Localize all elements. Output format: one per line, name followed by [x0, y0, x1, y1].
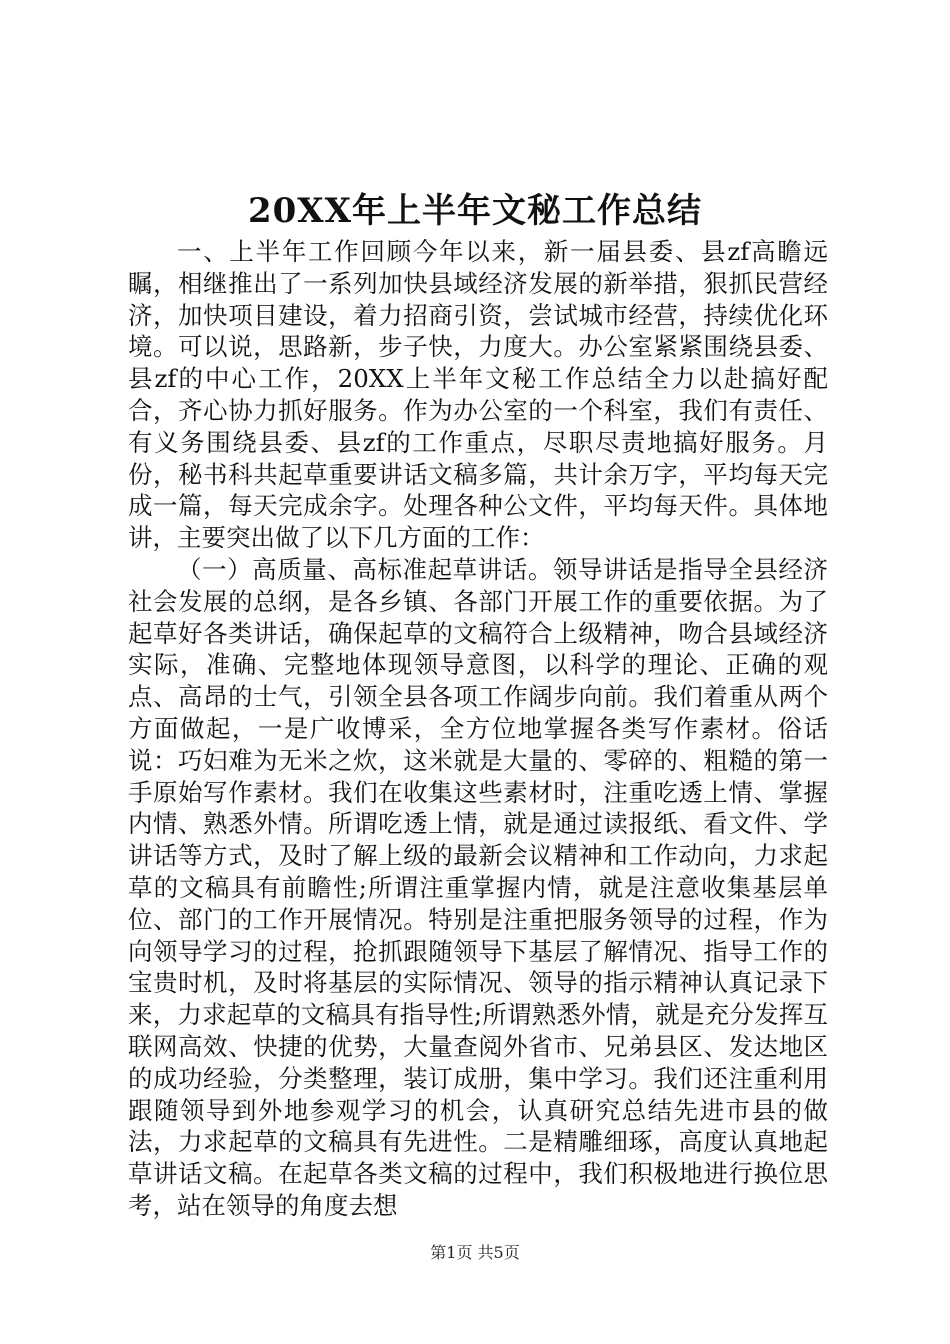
body-paragraph-2: （一）高质量、高标准起草讲话。领导讲话是指导全县经济社会发展的总纲，是各乡镇、各部门开展工作的重要依据。为了起草好各类讲话，确保起草的文稿符合上级精神，吻合县域经济实际，准确、完整地体现领导意图，以科学的理论、正确的观点、高昂的士气，引领全县各项工作阔步向前。我们着重从两个方面做起，一是广收博采，全方位地掌握各类写作素材。俗话说：巧妇难为无米之炊，这米就是大量的、零碎的、粗糙的第一手原始写作素材。我们在收集这些素材时，注重吃透上情、掌握内情、熟悉外情。所谓吃透上情，就是通过读报纸、看文件、学讲话等方式，及时了解上级的最新会议精神和工作动向，力求起草的文稿具有前瞻性;所谓注重掌握内情，就是注意收集基层单位、部门的工作开展情况。特别是注重把服务领导的过程，作为向领导学习的过程，抢抓跟随领导下基层了解情况、指导工作的宝贵时机，及时将基层的实际情况、领导的指示精神认真记录下来，力求起草的文稿具有指导性;所谓熟悉外情，就是充分发挥互联网高效、快捷的优势，大量查阅外省市、兄弟县区、发达地区的成功经验，分类整理，装订成册，集中学习。我们还注重利用跟随领导到外地参观学习的机会，认真研究总结先进市县的做法，力求起草的文稿具有先进性。二是精雕细琢，高度认真地起草讲话文稿。在起草各类文稿的过程中，我们积极地进行换位思考，站在领导的角度去想 [128, 554, 828, 1220]
page-number-footer: 第1页 共5页 [430, 1243, 520, 1262]
body-paragraph-1: 一、上半年工作回顾今年以来，新一届县委、县zf高瞻远瞩，相继推出了一系列加快县域经济发展的新举措，狠抓民营经济，加快项目建设，着力招商引资，尝试城市经营，持续优化环境。可以说，思路新，步子快，力度大。办公室紧紧围绕县委、县zf的中心工作，20XX上半年文秘工作总结全力以赴搞好配合，齐心协力抓好服务。作为办公室的一个科室，我们有责任、有义务围绕县委、县zf的工作重点，尽职尽责地搞好服务。月份，秘书科共起草重要讲话文稿多篇，共计余万字，平均每天完成一篇，每天完成余字。处理各种公文件，平均每天件。具体地讲，主要突出做了以下几方面的工作： [128, 237, 828, 553]
document-body [128, 236, 828, 1222]
document-title: 20XX年上半年文秘工作总结 [247, 191, 703, 231]
